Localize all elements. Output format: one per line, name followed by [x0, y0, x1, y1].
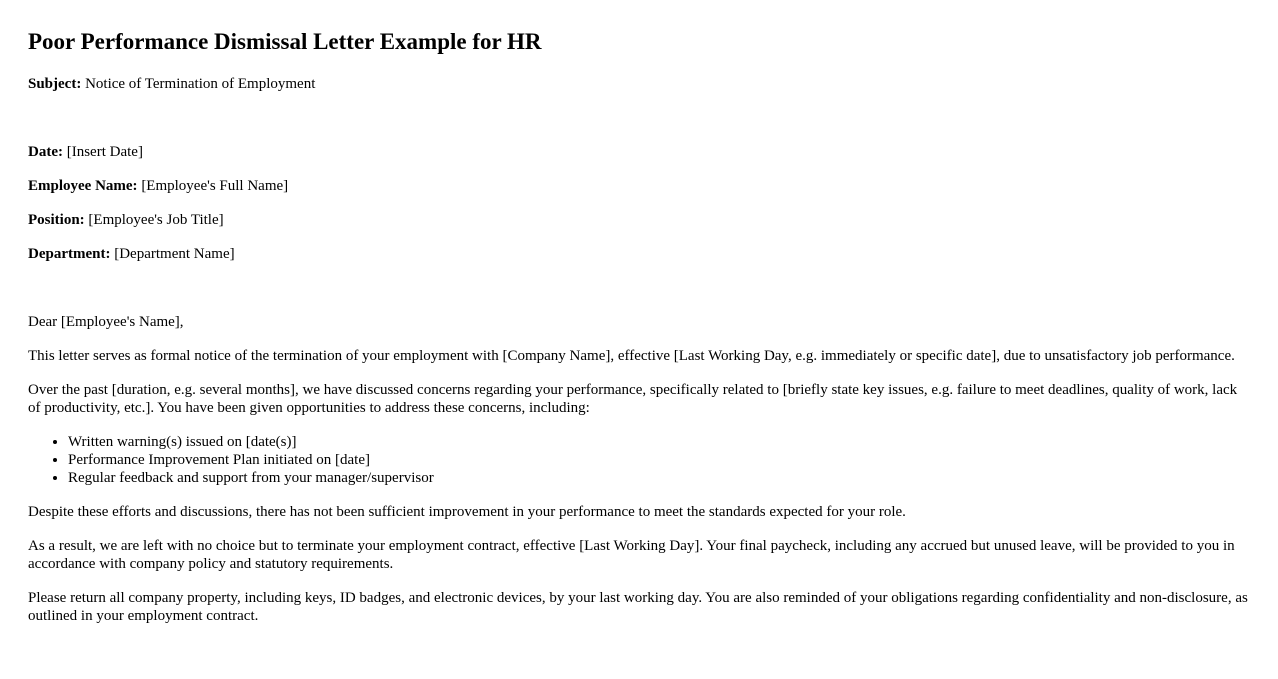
- date-field: [28, 143, 1250, 161]
- letter-page: [0, 29, 1278, 625]
- employee-name-field: [28, 177, 1250, 195]
- page-title: Poor Performance Dismissal Letter Example for HR: [28, 29, 542, 54]
- paragraph-property: Please return all company property, including keys, ID badges, and electronic devices, by your last working day. You are also reminded of your obligations regarding confidentiality and non-disclosure, as outlined in your employment contract.: [28, 590, 1248, 624]
- opportunities-list: [28, 433, 1250, 487]
- date-value: [Insert Date]: [66, 144, 143, 160]
- department-field: [28, 245, 1250, 263]
- position-label: Position:: [28, 212, 85, 228]
- salutation: Dear [Employee's Name],: [28, 314, 184, 330]
- subject-line: [28, 75, 1250, 93]
- department-label: Department:: [28, 246, 111, 262]
- department-value: [Department Name]: [114, 246, 235, 262]
- position-value: [Employee's Job Title]: [88, 212, 224, 228]
- list-item: • Performance Improvement Plan initiated on [date]: [68, 451, 1250, 469]
- employee-name-value: [Employee's Full Name]: [141, 178, 289, 194]
- list-item: • Regular feedback and support from your manager/supervisor: [68, 469, 1250, 487]
- date-label: Date:: [28, 144, 63, 160]
- paragraph-concerns: Over the past [duration, e.g. several months], we have discussed concerns regarding your performance, specifically related to [briefly state key issues, e.g. failure to meet deadlines, quality of work, lack of productivity, etc.]. You have been given opportunities to address these concerns, including:: [28, 382, 1238, 416]
- subject-value: Notice of Termination of Employment: [85, 76, 316, 92]
- subject-label: Subject:: [28, 76, 82, 92]
- spacer: [28, 279, 1250, 313]
- position-field: [28, 211, 1250, 229]
- paragraph-termination: As a result, we are left with no choice but to terminate your employment contract, effective [Last Working Day]. Your final paycheck, including any accrued but unused leave, will be provided to you in accordance with company policy and statutory requirements.: [28, 538, 1235, 572]
- paragraph-insufficient: Despite these efforts and discussions, there has not been sufficient improvement in your performance to meet the standards expected for your role.: [28, 504, 906, 520]
- list-item: • Written warning(s) issued on [date(s)]: [68, 433, 1250, 451]
- employee-name-label: Employee Name:: [28, 178, 138, 194]
- paragraph-notice: This letter serves as formal notice of the termination of your employment with [Company Name], effective [Last Working Day, e.g. immediately or specific date], due to unsatisfactory job performance.: [28, 348, 1235, 364]
- spacer: [28, 109, 1250, 143]
